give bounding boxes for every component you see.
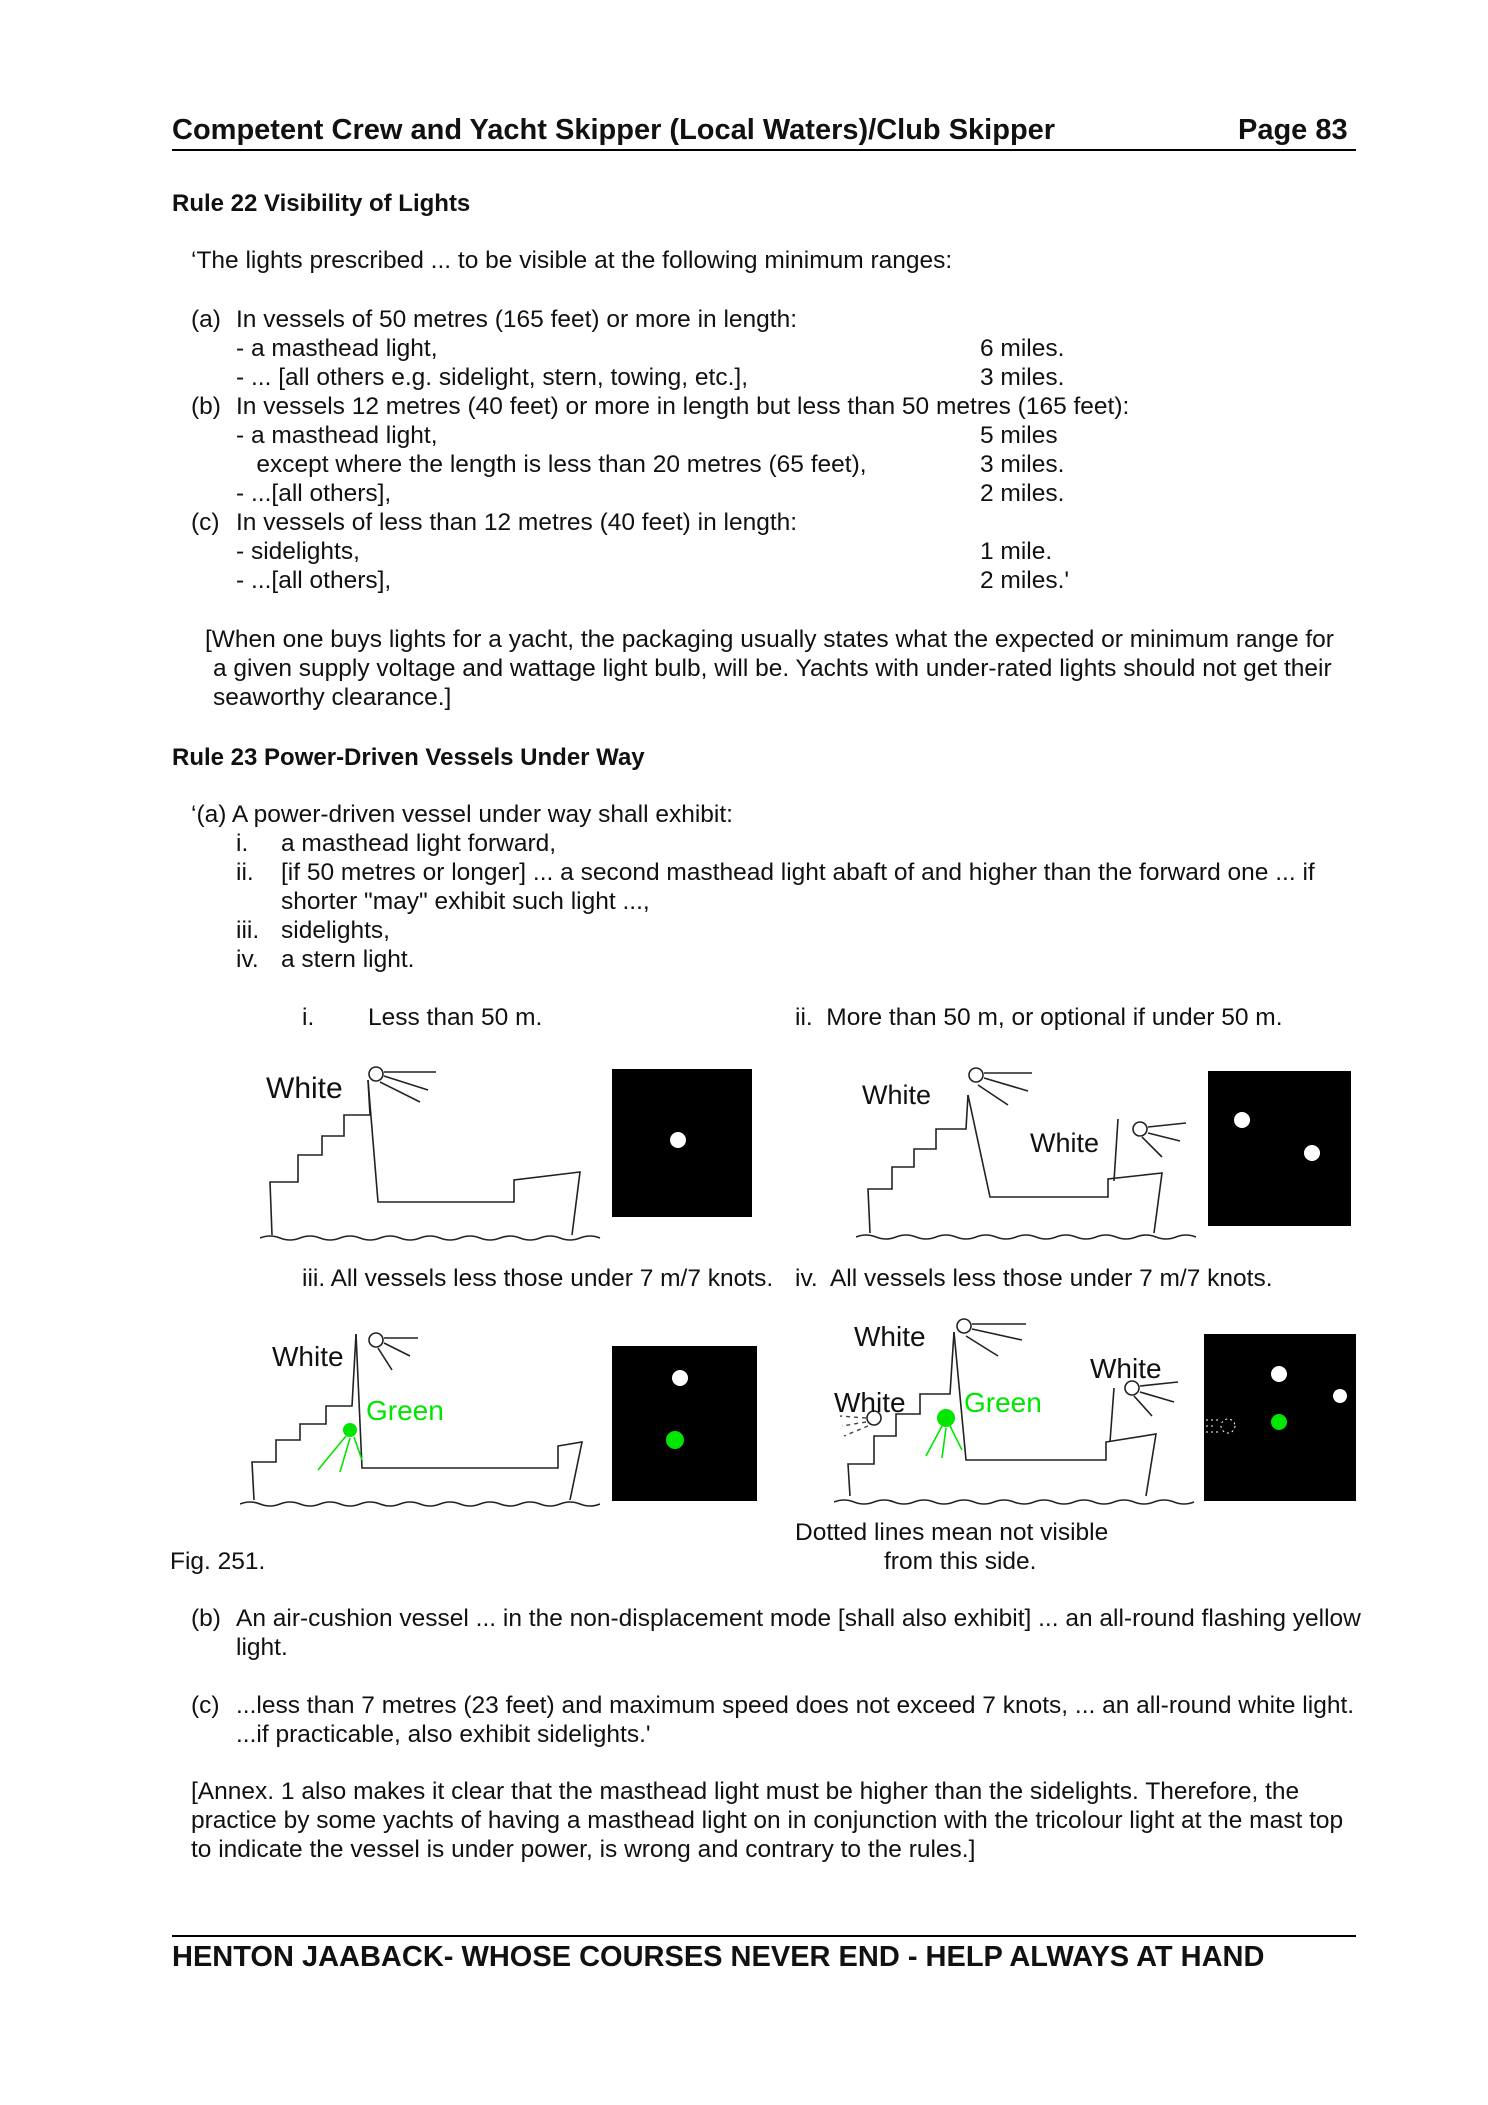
list-item: sidelights, [281,917,390,944]
item-number: i. [236,830,249,857]
range-value: 1 mile. [980,538,1053,565]
list-item: a stern light. [281,946,415,973]
list-item: In vessels of less than 12 metres (40 feet) in length: [236,509,798,536]
rule23-heading: Rule 23 Power-Driven Vessels Under Way [172,744,645,771]
para-b-line: An air-cushion vessel ... in the non-displacement mode [shall also exhibit] ... an all-round flashing yellow [236,1605,1361,1632]
para-c-line: ...if practicable, also exhibit sidelights.' [236,1721,651,1748]
list-item: - ...[all others], [236,567,392,594]
sidelight-rays [318,1436,362,1472]
dotted-note-line2: from this side. [884,1548,1037,1575]
label-white-forward: White [862,1080,932,1110]
label-white-aft: White [1090,1353,1162,1384]
annex-line: practice by some yachts of having a masthead light on in conjunction with the tricolour light at the mast top [191,1807,1344,1834]
masthead-light [670,1132,686,1148]
list-item: except where the length is less than 20 metres (65 feet), [236,451,867,478]
night-background [1208,1071,1351,1226]
waterline [260,1236,600,1240]
sidelight-icon [343,1423,357,1437]
para-b-label: (b) [191,1605,221,1632]
annex-line: to indicate the vessel is under power, is wrong and contrary to the rules.] [191,1836,976,1863]
lamp-icon-forward [969,1068,983,1082]
list-item: - a masthead light, [236,422,438,449]
lamp-icon [369,1067,383,1081]
list-item: - ...[all others], [236,480,392,507]
aft-masthead-light [1304,1145,1320,1161]
label-white-forward: White [854,1321,926,1352]
note-line: a given supply voltage and wattage light bulb, will be. Yachts with under-rated lights should not get their [213,655,1332,682]
header-rule [172,149,1356,151]
note-line: [When one buys lights for a yacht, the packaging usually states what the expected or minimum range for [205,626,1334,653]
list-item: - sidelights, [236,538,360,565]
para-b-line: light. [236,1634,288,1661]
ship-diagram-iv [834,1318,1202,1508]
forward-masthead-light [1271,1366,1287,1382]
para-c-label: (c) [191,1692,220,1719]
label-green: Green [964,1387,1042,1418]
figure-caption-i: Less than 50 m. [368,1004,543,1031]
page-header-title: Competent Crew and Yacht Skipper (Local Waters)/Club Skipper [172,114,1056,146]
lamp-icon [369,1333,383,1347]
item-number: iii. [236,917,260,944]
figure-caption-i-number: i. [302,1004,315,1031]
night-view-ii [1208,1071,1351,1226]
ship-diagram-ii [856,1065,1196,1245]
green-sidelight [1271,1414,1287,1430]
range-value: 6 miles. [980,335,1065,362]
stern-light-dotted-rays [840,1416,868,1436]
list-label: (b) [191,393,221,420]
night-view-i [612,1069,752,1217]
figure-caption-ii: ii. More than 50 m, or optional if under 50 m. [795,1004,1283,1031]
sidelight-icon [937,1409,955,1427]
page-number: Page 83 [1238,114,1348,146]
night-view-iv [1204,1334,1356,1501]
list-item: a masthead light forward, [281,830,557,857]
ship-diagram-i [260,1060,610,1245]
range-value: 3 miles. [980,451,1065,478]
page-footer: HENTON JAABACK- WHOSE COURSES NEVER END - HELP ALWAYS AT HAND [172,1941,1265,1973]
lamp-icon-aft [1133,1122,1147,1136]
green-sidelight [666,1431,684,1449]
lamp-icon-forward [957,1319,971,1333]
figure-caption-iii: iii. All vessels less those under 7 m/7 knots. [302,1265,774,1292]
list-item: - ... [all others e.g. sidelight, stern, towing, etc.], [236,364,749,391]
list-item: - a masthead light, [236,335,438,362]
label-white: White [266,1072,343,1105]
range-value: 3 miles. [980,364,1065,391]
note-line: seaworthy clearance.] [213,684,452,711]
dotted-note-line1: Dotted lines mean not visible [795,1519,1109,1546]
ship-diagram-iii [240,1320,600,1510]
list-label: (c) [191,509,220,536]
label-green: Green [366,1395,444,1426]
figure-label: Fig. 251. [170,1548,266,1575]
masthead-light [672,1370,688,1386]
rule22-heading: Rule 22 Visibility of Lights [172,190,471,217]
list-item: In vessels 12 metres (40 feet) or more in length but less than 50 metres (165 feet): [236,393,1130,420]
para-c-line: ...less than 7 metres (23 feet) and maximum speed does not exceed 7 knots, ... an all-round white light. [236,1692,1355,1719]
forward-masthead-light [1234,1112,1250,1128]
night-view-iii [612,1346,757,1501]
night-background [612,1346,757,1501]
label-white: White [272,1341,344,1372]
list-item: In vessels of 50 metres (165 feet) or more in length: [236,306,798,333]
label-white-stern: White [834,1387,906,1418]
rule22-intro: ‘The lights prescribed ... to be visible at the following minimum ranges: [191,247,953,274]
sidelight-rays [926,1426,962,1458]
list-label: (a) [191,306,221,333]
figure-caption-iv: iv. All vessels less those under 7 m/7 knots. [795,1265,1273,1292]
rule23-intro: ‘(a) A power-driven vessel under way shall exhibit: [191,801,733,828]
footer-rule [172,1935,1356,1937]
list-item: [if 50 metres or longer] ... a second masthead light abaft of and higher than the forward one ... if [281,859,1315,886]
range-value: 5 miles [980,422,1058,449]
range-value: 2 miles. [980,480,1065,507]
item-number: iv. [236,946,259,973]
list-item: shorter "may" exhibit such light ..., [281,888,650,915]
aft-masthead-light [1333,1389,1347,1403]
range-value: 2 miles.' [980,567,1070,594]
item-number: ii. [236,859,254,886]
annex-line: [Annex. 1 also makes it clear that the masthead light must be higher than the sidelights. Therefore, the [191,1778,1300,1805]
label-white-aft: White [1030,1128,1100,1158]
